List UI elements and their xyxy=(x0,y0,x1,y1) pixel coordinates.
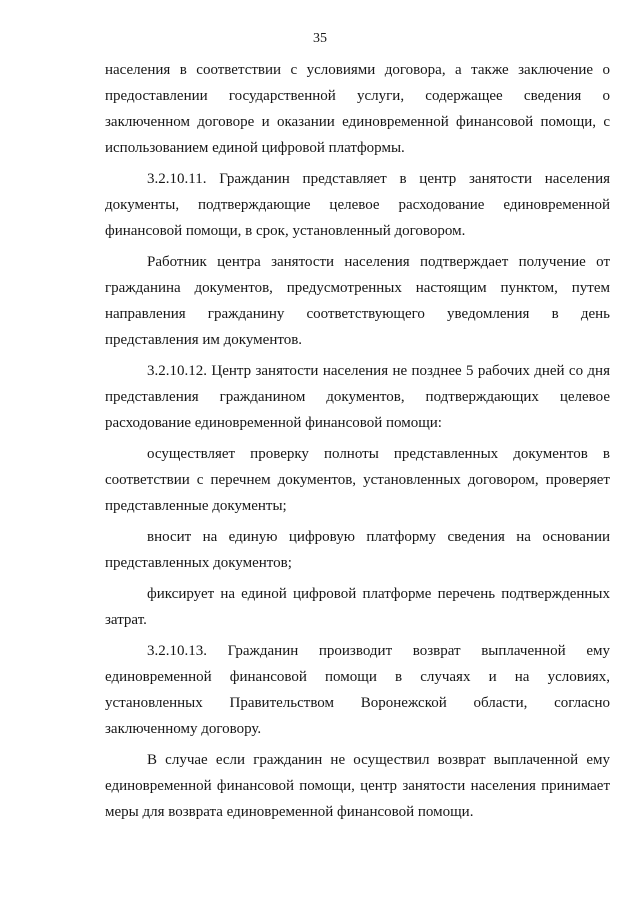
paragraph-3-2-10-11: 3.2.10.11. Гражданин представляет в центр занятости населения документы, подтверждающие целевое расходование единовременной финансовой помощи, в срок, установленный договором. xyxy=(105,171,610,239)
paragraph-continuation: населения в соответствии с условиями договора, а также заключение о предоставлении государственной услуги, содержащее сведения о заключенном договоре и оказании единовременной финансовой помощи, с использованием единой цифровой платформы. xyxy=(105,62,610,156)
paragraph-worker-confirmation: Работник центра занятости населения подтверждает получение от гражданина документов, предусмотренных настоящим пунктом, путем направления гражданину соответствующего уведомления в день представления им документов. xyxy=(105,254,610,348)
paragraph-refund-measures: В случае если гражданин не осуществил возврат выплаченной ему единовременной финансовой помощи, центр занятости населения принимает меры для возврата единовременной финансовой помощи. xyxy=(105,752,610,820)
paragraph-record-costs: фиксирует на единой цифровой платформе перечень подтвержденных затрат. xyxy=(105,586,610,628)
page-number: 35 xyxy=(313,31,327,46)
paragraph-3-2-10-13: 3.2.10.13. Гражданин производит возврат выплаченной ему единовременной финансовой помощи в случаях и на условиях, установленных Правительством Воронежской области, согласно заключенному договору. xyxy=(105,643,610,737)
document-body xyxy=(105,57,610,830)
paragraph-enter-data: вносит на единую цифровую платформу сведения на основании представленных документов; xyxy=(105,529,610,571)
paragraph-check-documents: осуществляет проверку полноты представленных документов в соответствии с перечнем документов, установленных договором, проверяет представленные документы; xyxy=(105,446,610,514)
paragraph-3-2-10-12: 3.2.10.12. Центр занятости населения не позднее 5 рабочих дней со дня представления гражданином документов, подтверждающих целевое расходование единовременной финансовой помощи: xyxy=(105,363,610,431)
